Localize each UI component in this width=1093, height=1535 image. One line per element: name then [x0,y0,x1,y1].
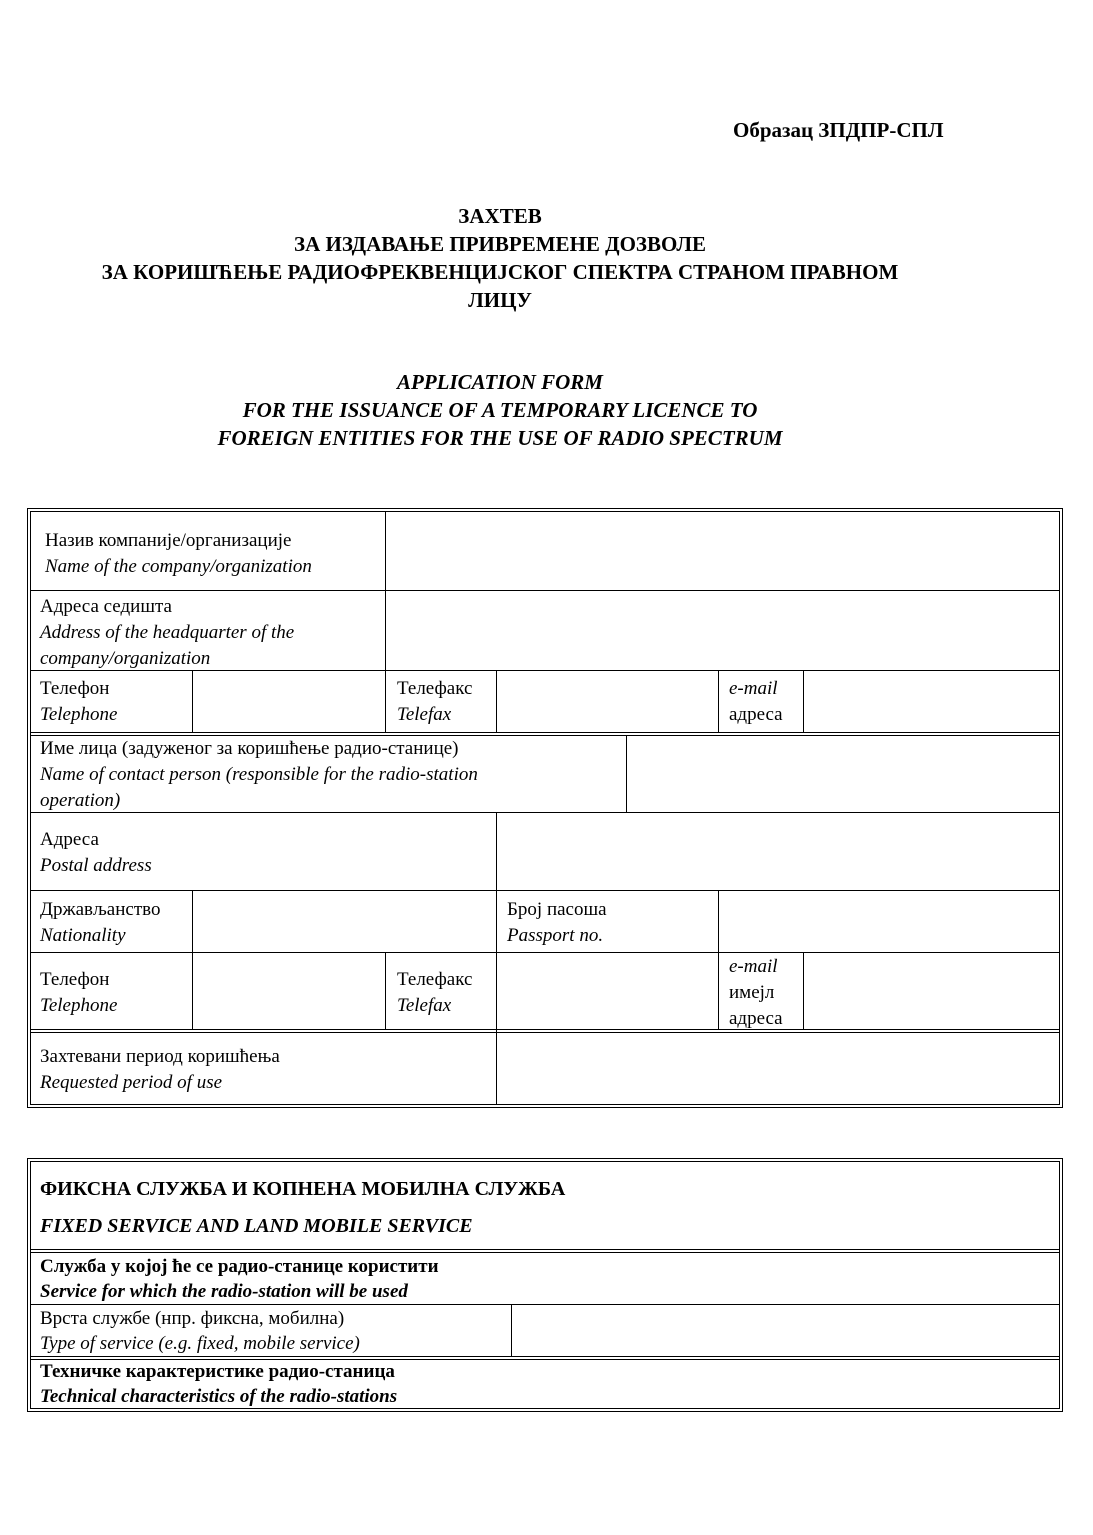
postal-address-field[interactable] [498,814,1059,890]
label-sr: Захтевани период коришћења [40,1046,280,1067]
col-divider [385,670,386,732]
label-en: Telefax [397,995,452,1016]
col-divider [496,812,497,1104]
label-en: Passport no. [507,925,604,946]
col-divider [192,670,193,732]
service-type-field[interactable] [513,1306,1059,1356]
label-en: Telefax [397,704,452,725]
hq-address-label [40,594,294,672]
label-sr: Телефакс [397,678,473,699]
label-sr: Врста службе (нпр. фиксна, мобилна) [40,1308,345,1329]
title-english [0,368,1000,452]
title-en-line-1: APPLICATION FORM [397,370,603,394]
label-en: e-mail [729,678,778,699]
label-sr: Број пасоша [507,899,607,920]
label-sr: Телефон [40,969,110,990]
service-table [30,1161,1060,1409]
col-divider [192,890,193,1029]
technical-characteristics-label [40,1359,397,1409]
row-divider [31,890,1059,891]
form-code: Образац ЗПДПР-СПЛ [733,118,944,142]
email-2-field[interactable] [805,954,1059,1029]
label-sr: Телефон [40,678,110,699]
row-divider [31,590,1059,591]
telefax-2-label [397,967,472,1019]
email-label [729,676,783,728]
label-en: e-mail [729,956,778,977]
label-sr: Име лица (задуженог за коришћење радио-станице) [40,738,459,759]
telephone-2-field[interactable] [194,954,384,1029]
label-en: Telephone [40,995,118,1016]
postal-address-label [40,827,152,879]
col-divider [385,512,386,670]
contact-person-field[interactable] [628,736,1059,812]
label-sr: Назив компаније/организације [45,530,292,551]
telefax-field[interactable] [498,672,717,732]
telephone-label [40,676,117,728]
row-divider [31,952,1059,953]
contact-person-label [40,736,478,814]
label-sr: Техничке карактеристике радио-станица [40,1361,395,1382]
col-divider [718,670,719,732]
telefax-label [397,676,472,728]
title-sr-line-4: ЛИЦУ [468,288,532,312]
label-en: Requested period of use [40,1072,223,1093]
title-sr-line-3: ЗА КОРИШЋЕЊЕ РАДИОФРЕКВЕНЦИЈСКОГ СПЕКТРА СТРАНОМ ПРАВНОМ [101,260,899,284]
label-sr: Адреса [40,829,99,850]
label-en: Name of contact person (responsible for the radio-station [40,764,478,785]
service-type-label [40,1306,360,1356]
title-sr-line-1: ЗАХТЕВ [458,204,542,228]
title-en-line-3: FOREIGN ENTITIES FOR THE USE OF RADIO SPECTRUM [217,426,783,450]
label-sr: имејл [729,982,775,1003]
label-sr: Држављанство [40,899,161,920]
label-sr: адреса [729,704,783,725]
label-en-cont: operation) [40,790,121,811]
passport-field[interactable] [720,892,1059,952]
label-en: Service for which the radio-station will be used [40,1281,408,1302]
col-divider [496,670,497,732]
label-en: Address of the headquarter of the [40,622,295,643]
passport-label [507,897,607,949]
company-info-table [30,511,1060,1105]
row-divider [31,1304,1059,1305]
hq-address-field[interactable] [387,592,1059,670]
nationality-field[interactable] [194,892,495,952]
col-divider [803,670,804,732]
requested-period-label [40,1044,280,1096]
label-en: Name of the company/organization [45,556,312,577]
telefax-2-field[interactable] [498,954,717,1029]
title-en-line-2: FOR THE ISSUANCE OF A TEMPORARY LICENCE TO [242,398,758,422]
col-divider [511,1304,512,1356]
label-en: Telephone [40,704,118,725]
telephone-field[interactable] [194,672,384,732]
label-sr: Служба у којој ће се радио-станице користити [40,1256,439,1277]
section-heading-en: FIXED SERVICE AND LAND MOBILE SERVICE [40,1215,473,1237]
col-divider [626,735,627,812]
col-divider [718,890,719,1029]
label-en: Postal address [40,855,152,876]
label-en: Technical characteristics of the radio-stations [40,1386,398,1407]
row-divider [31,1249,1059,1253]
label-en: Type of service (e.g. fixed, mobile service) [40,1333,360,1354]
title-sr-line-2: ЗА ИЗДАВАЊЕ ПРИВРЕМЕНЕ ДОЗВОЛЕ [294,232,706,256]
service-used-label [40,1254,439,1304]
label-sr-cont: адреса [729,1008,783,1029]
company-name-field[interactable] [387,512,1059,590]
company-name-label [45,528,312,580]
label-en-cont: company/organization [40,648,211,669]
email-field[interactable] [805,672,1059,732]
title-serbian [0,202,1000,314]
section-heading-sr: ФИКСНА СЛУЖБА И КОПНЕНА МОБИЛНА СЛУЖБА [40,1178,566,1200]
label-sr: Адреса седишта [40,596,172,617]
telephone-2-label [40,967,117,1019]
label-en: Nationality [40,925,126,946]
requested-period-field[interactable] [498,1032,1059,1104]
col-divider [385,952,386,1029]
nationality-label [40,897,161,949]
email-2-label [729,954,783,1032]
label-sr: Телефакс [397,969,473,990]
col-divider [803,952,804,1029]
